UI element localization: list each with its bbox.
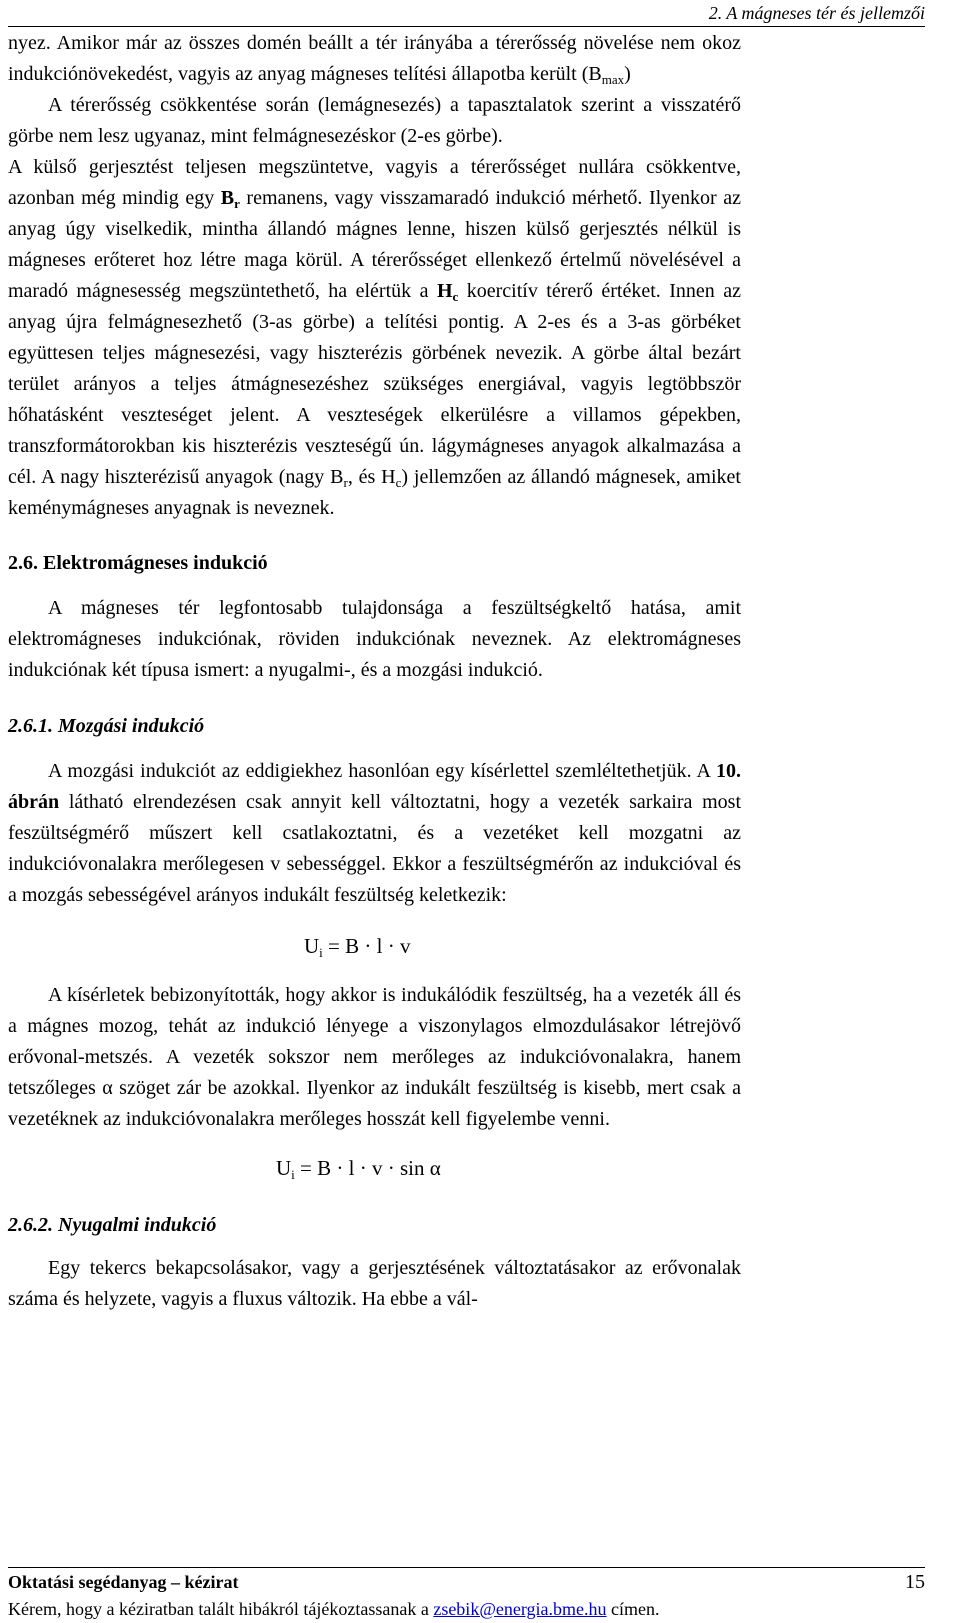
paragraph: Egy tekercs bekapcsolásakor, vagy a gerjesztésének változtatásakor az erővonalak száma és helyzete, vagyis a fluxus változik. Ha ebbe a vál- [8,1257,741,1310]
chapter-title: 2. A mágneses tér és jellemzői [708,3,925,23]
paragraph: A mágneses tér legfontosabb tulajdonsága a feszültségkeltő hatása, amit elektromágneses indukciónak, röviden indukciónak neveznek. Az elektromágneses indukciónak két típusa ismert: a nyugalmi-, és a mozgási indukció. [8,597,741,681]
paragraph: A mozgási indukciót az eddigiekhez hasonlóan egy kísérlettel szemléltethetjük. A 10. ábrán látható elrendezésen csak annyit kell változtatni, hogy a vezeték sarkaira most feszültségmérő műszert kell csatlakoztatni, és a vezetéket kell mozgatni az indukcióvonalakra merőlegesen v sebességgel. Ekkor a feszültségmérőn az indukcióval és a mozgás sebességével arányos indukált feszültség keletkezik: [8,760,741,906]
page-footer [8,1567,925,1622]
paragraph: A térerősség csökkentése során (lemágnesezés) a tapasztalatok szerint a visszatérő görbe nem lesz ugyanaz, mint felmágnesezéskor (2-es görbe). [8,94,741,147]
figure-reference: 10. ábrán [8,760,741,813]
formula-induced-voltage: $U_i = B \cdot l \cdot v$ [304,934,411,960]
paragraph: A kísérletek bebizonyították, hogy akkor is indukálódik feszültség, ha a vezeték áll és a mágnes mozog, tehát az indukció lényege a viszonylagos elmozdulásakor létrejövő erővonal-metszés. A vezeték sokszor nem merőleges az indukcióvonalakra, hanem tetszőleges α szöget zár be azokkal. Ilyenkor az indukált feszültség is kisebb, mert csak a vezetéknek az indukcióvonalakra merőleges hosszát kell figyelembe venni. [8,984,741,1130]
section-heading-2-6-1: 2.6.1. Mozgási indukció [8,715,205,737]
paragraph: nyez. Amikor már az összes domén beállt a tér irányába a térerősség növelése nem okoz indukciónövekedést, vagyis az anyag mágneses telítési állapotba került $(B_{max})$ [8,32,741,87]
formula-induced-voltage-angle: $U_i = B \cdot l \cdot v \cdot \sin \alpha$ [276,1156,441,1182]
section-heading-2-6: 2.6. Elektromágneses indukció [8,552,268,574]
footer-title: Oktatási segédanyag – kézirat [8,1572,239,1592]
email-link[interactable]: zsebik@energia.bme.hu [433,1599,607,1619]
page-body [8,28,741,1315]
section-heading-2-6-2: 2.6.2. Nyugalmi indukció [8,1214,217,1236]
page-header [8,2,925,27]
paragraph: A külső gerjesztést teljesen megszüntetve, vagyis a térerősséget nullára csökkentve, azonban még mindig egy $B_r$ remanens, vagy visszamaradó indukció mérhető. Ilyenkor az anyag úgy viselkedik, mintha állandó mágnes lenne, hiszen külső gerjesztés nélkül is mágneses erőteret hoz létre maga körül. A térerősséget ellenkező értelmű növelésével a maradó mágnesesség megszüntethető, ha elértük a $H_c$ koercitív térerő értéket. Innen az anyag újra felmágnesezhető (3-as görbe) a telítési pontig. A 2-es és a 3-as görbéket együttesen teljes mágnesezési, vagy hiszterézis görbének nevezik. A görbe által bezárt terület arányos a teljes átmágnesezéshez szükséges energiával, vagyis legtöbbször hőhatásként veszteséget jelent. A veszteségek elkerülésre a villamos gépekben, transzformátorokban kis hiszterézis veszteségű ún. lágymágneses anyagok alkalmazása a cél. A nagy hiszterézisű anyagok (nagy $B_r$, és $H_c$) jellemzően az állandó mágnesek, amiket keménymágneses anyagnak is neveznek. [8,156,741,519]
page-number: 15 [905,1571,925,1593]
footer-note: Kérem, hogy a kéziratban talált hibákról tájékoztassanak a zsebik@energia.bme.hu címen. [8,1599,660,1619]
